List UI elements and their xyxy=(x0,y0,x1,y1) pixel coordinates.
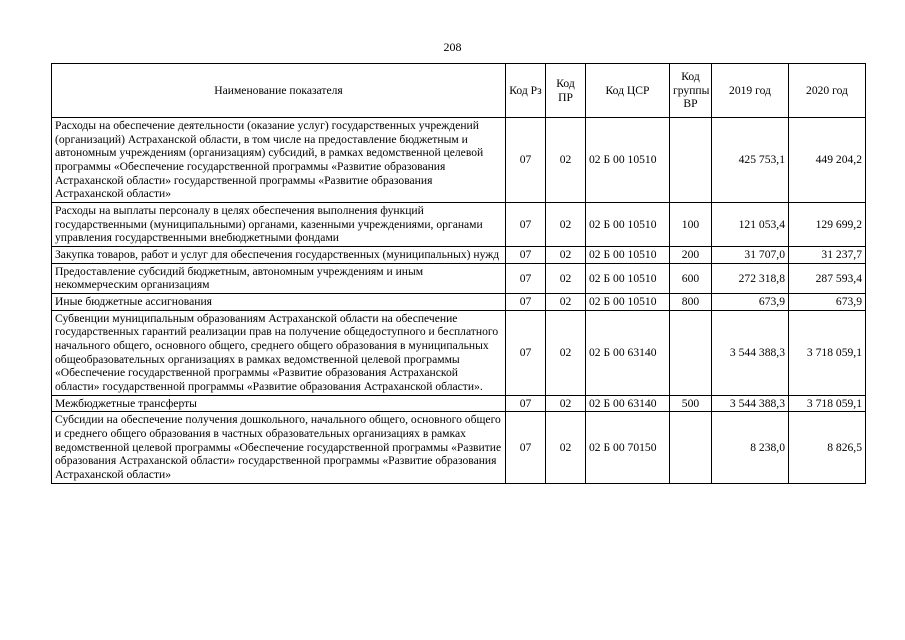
header-2019: 2019 год xyxy=(712,64,789,118)
table-row xyxy=(52,247,866,264)
row-pr: 02 xyxy=(546,412,586,483)
row-2019: 121 053,4 xyxy=(712,203,789,247)
header-vr: Код группы ВР xyxy=(670,64,712,118)
row-name: Иные бюджетные ассигнования xyxy=(52,294,506,311)
row-name: Субвенции муниципальным образованиям Астраханской области на обеспечение государственных гарантий реализации прав на получение общедоступного и бесплатного начального общего, основного общего, среднего общего образования в муниципальных общеобразовательных организациях в рамках ведомственной целевой программы «Обеспечение государственной программы «Развитие образования Астраханской области» государственной программы «Развитие образования Астраханской области». xyxy=(52,310,506,395)
row-pr: 02 xyxy=(546,395,586,412)
row-name: Закупка товаров, работ и услуг для обеспечения государственных (муниципальных) нужд xyxy=(52,247,506,264)
row-csr: 02 Б 00 70150 xyxy=(586,412,670,483)
row-2020: 287 593,4 xyxy=(789,263,866,293)
row-rz: 07 xyxy=(506,263,546,293)
row-vr: 200 xyxy=(670,247,712,264)
row-2019: 31 707,0 xyxy=(712,247,789,264)
row-2020: 8 826,5 xyxy=(789,412,866,483)
row-2020: 129 699,2 xyxy=(789,203,866,247)
row-rz: 07 xyxy=(506,118,546,203)
table-row xyxy=(52,294,866,311)
row-2020: 3 718 059,1 xyxy=(789,310,866,395)
row-name: Расходы на выплаты персоналу в целях обеспечения выполнения функций государственными (муниципальными) органами, казенными учреждениями, органами управления государственными внебюджетными фондами xyxy=(52,203,506,247)
table-header-row xyxy=(52,64,866,118)
budget-table xyxy=(51,63,866,484)
row-rz: 07 xyxy=(506,412,546,483)
row-csr: 02 Б 00 63140 xyxy=(586,395,670,412)
row-2019: 3 544 388,3 xyxy=(712,310,789,395)
row-pr: 02 xyxy=(546,247,586,264)
row-rz: 07 xyxy=(506,203,546,247)
row-vr: 600 xyxy=(670,263,712,293)
row-csr: 02 Б 00 10510 xyxy=(586,294,670,311)
page-number: 208 xyxy=(443,40,462,54)
row-vr xyxy=(670,310,712,395)
row-2020: 3 718 059,1 xyxy=(789,395,866,412)
table-row xyxy=(52,203,866,247)
row-csr: 02 Б 00 10510 xyxy=(586,247,670,264)
row-csr: 02 Б 00 10510 xyxy=(586,263,670,293)
row-pr: 02 xyxy=(546,203,586,247)
row-csr: 02 Б 00 10510 xyxy=(586,203,670,247)
row-vr: 800 xyxy=(670,294,712,311)
row-2019: 673,9 xyxy=(712,294,789,311)
row-vr: 100 xyxy=(670,203,712,247)
row-csr: 02 Б 00 63140 xyxy=(586,310,670,395)
row-pr: 02 xyxy=(546,310,586,395)
row-2019: 425 753,1 xyxy=(712,118,789,203)
header-name: Наименование показателя xyxy=(52,64,506,118)
row-pr: 02 xyxy=(546,263,586,293)
row-name: Межбюджетные трансферты xyxy=(52,395,506,412)
row-pr: 02 xyxy=(546,294,586,311)
header-2020: 2020 год xyxy=(789,64,866,118)
row-csr: 02 Б 00 10510 xyxy=(586,118,670,203)
row-name: Предоставление субсидий бюджетным, автономным учреждениям и иным некоммерческим организациям xyxy=(52,263,506,293)
row-2020: 673,9 xyxy=(789,294,866,311)
row-rz: 07 xyxy=(506,310,546,395)
row-pr: 02 xyxy=(546,118,586,203)
row-vr xyxy=(670,118,712,203)
table-row xyxy=(52,118,866,203)
header-pr: Код ПР xyxy=(546,64,586,118)
row-2020: 449 204,2 xyxy=(789,118,866,203)
table-row xyxy=(52,395,866,412)
row-rz: 07 xyxy=(506,294,546,311)
row-2019: 3 544 388,3 xyxy=(712,395,789,412)
table-row xyxy=(52,412,866,483)
row-rz: 07 xyxy=(506,247,546,264)
row-2020: 31 237,7 xyxy=(789,247,866,264)
row-2019: 272 318,8 xyxy=(712,263,789,293)
row-name: Расходы на обеспечение деятельности (оказание услуг) государственных учреждений (организаций) Астраханской области, в том числе на предоставление бюджетным и автономным учреждениям (организациям) субсидий, в рамках ведомственной целевой программы «Обеспечение государственной программы «Развитие образования Астраханской области» государственной программы «Развитие образования Астраханской области» xyxy=(52,118,506,203)
header-csr: Код ЦСР xyxy=(586,64,670,118)
row-name: Субсидии на обеспечение получения дошкольного, начального общего, основного общего и среднего общего образования в частных образовательных организациях в рамках ведомственной целевой программы «Обеспечение государственной программы «Развитие образования Астраханской области» государственной программы «Развитие образования Астраханской области» xyxy=(52,412,506,483)
row-vr xyxy=(670,412,712,483)
table-row xyxy=(52,310,866,395)
row-vr: 500 xyxy=(670,395,712,412)
row-2019: 8 238,0 xyxy=(712,412,789,483)
header-rz: Код Рз xyxy=(506,64,546,118)
row-rz: 07 xyxy=(506,395,546,412)
table-row xyxy=(52,263,866,293)
